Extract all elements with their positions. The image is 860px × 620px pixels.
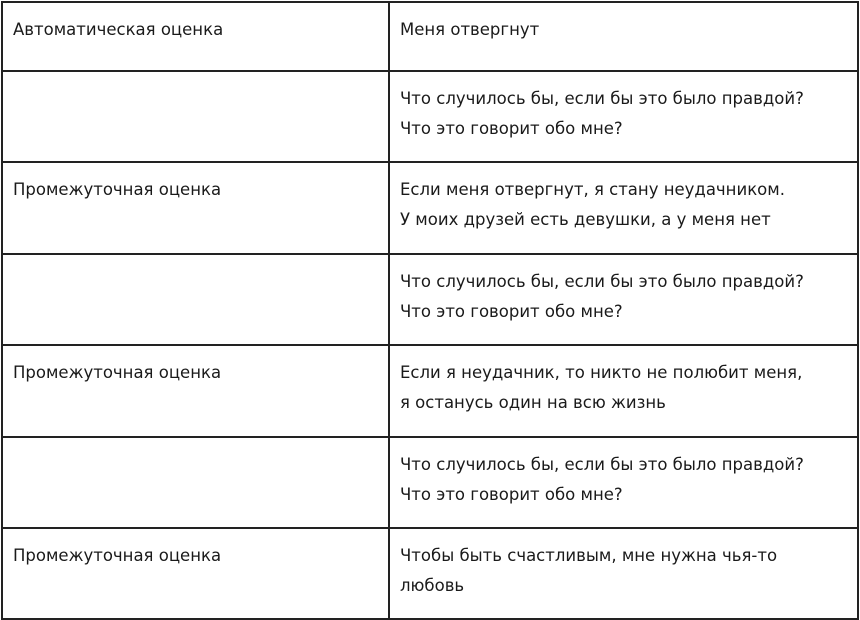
row-text-line: Если я неудачник, то никто не полюбит меня, (400, 363, 803, 382)
table-row (2, 528, 858, 619)
row-label-cell (2, 437, 389, 528)
table-row (2, 437, 858, 528)
row-text-line: Что случилось бы, если бы это было правдой? (400, 455, 804, 474)
row-text-line: Чтобы быть счастливым, мне нужна чья-то (400, 546, 778, 565)
row-text-line: Что случилось бы, если бы это было правдой? (400, 272, 804, 291)
row-text-line: Что случилось бы, если бы это было правдой? (400, 89, 804, 108)
row-text-line: Если меня отвергнут, я стану неудачником. (400, 180, 785, 199)
table-row (2, 162, 858, 254)
row-text-cell (389, 162, 858, 254)
row-text-line: У моих друзей есть девушки, а у меня нет (400, 210, 771, 229)
row-text-line: я останусь один на всю жизнь (400, 393, 666, 412)
table-row (2, 345, 858, 437)
row-label-cell: Промежуточная оценка (2, 528, 389, 619)
row-text-cell (389, 528, 858, 619)
row-text-cell (389, 71, 858, 162)
row-text-line: Что это говорит обо мне? (400, 119, 623, 138)
row-label-cell: Промежуточная оценка (2, 345, 389, 437)
header-cell-left: Автоматическая оценка (2, 2, 389, 71)
row-text-cell (389, 345, 858, 437)
row-text-line: Что это говорит обо мне? (400, 302, 623, 321)
row-text-line: любовь (400, 576, 465, 595)
header-row (2, 2, 858, 71)
table-row (2, 71, 858, 162)
row-text-line: Что это говорит обо мне? (400, 485, 623, 504)
row-text-cell (389, 254, 858, 345)
assessment-table (1, 1, 859, 620)
header-cell-right: Меня отвергнут (389, 2, 858, 71)
row-label-cell (2, 254, 389, 345)
table-row (2, 254, 858, 345)
row-label-cell (2, 71, 389, 162)
row-text-cell (389, 437, 858, 528)
row-label-cell: Промежуточная оценка (2, 162, 389, 254)
